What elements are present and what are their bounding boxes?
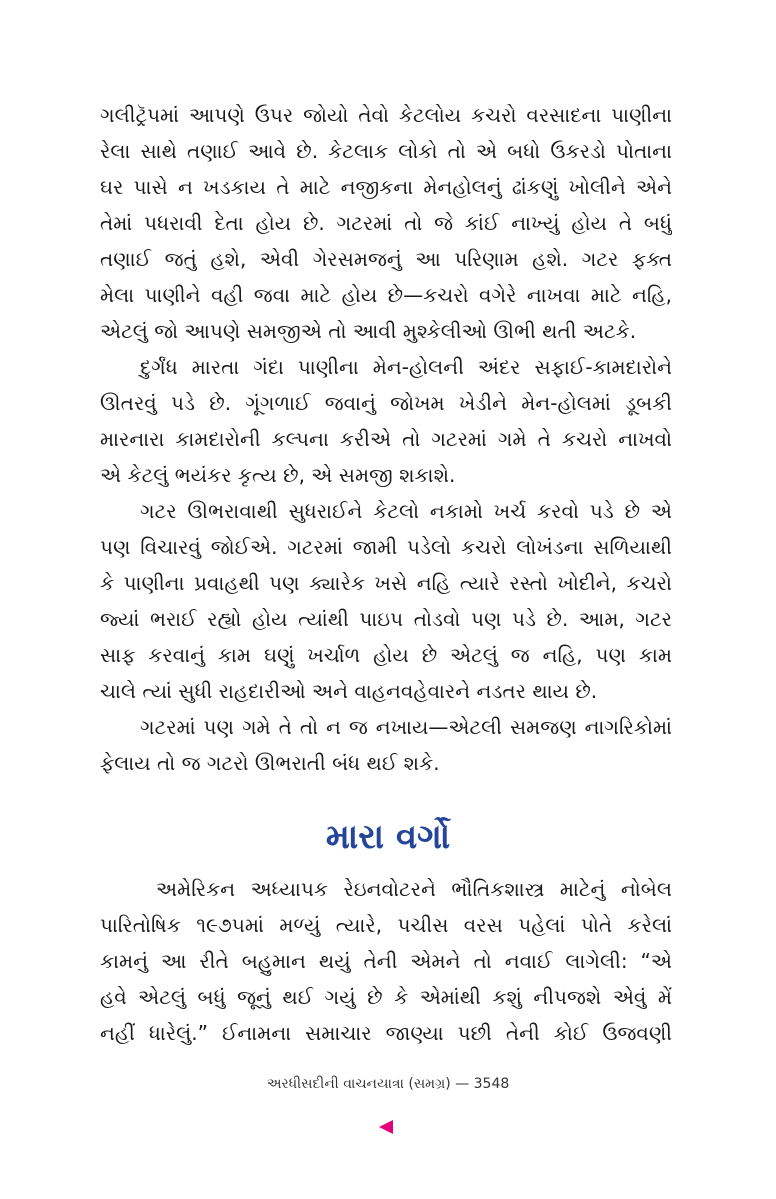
text-line: ગલીટ્રૅપમાં આપણે ઉપર જોયો તેવો કેટલોય કચરો વરસાદના પાણીના [100, 103, 672, 127]
text-line: ગટરમાં પણ ગમે તે તો ન જ નખાય—એટલી સમજણ નાગરિકોમાં [140, 715, 672, 739]
body-text [100, 97, 672, 781]
text-line: કામનું આ રીતે બહુમાન થયું તેની એમને તો નવાઈ લાગેલી: “એ [100, 949, 672, 973]
text-line: હવે એટલું બધું જૂનું થઈ ગયું છે કે એમાંથી કશું નીપજશે એવું મેં [100, 985, 672, 1009]
text-line: ઊતરવું પડે છે. ગૂંગળાઈ જવાનું જોખમ ખેડીને મેન-હોલમાં ડૂબકી [100, 391, 672, 415]
text-line: તેમાં પધરાવી દેતા હોય છે. ગટરમાં તો જે કાંઈ નાખ્યું હોય તે બધું [100, 211, 672, 235]
text-line: અમેરિકન અધ્યાપક રેઇનવોટરને ભૌતિકશાસ્ત્ર માટેનું નોબેલ [156, 877, 672, 901]
text-line: પારિતોષિક ૧૯૭૫માં મળ્યું ત્યારે, પચીસ વરસ પહેલાં પોતે કરેલાં [100, 913, 672, 937]
text-line: ચાલે ત્યાં સુધી રાહદારીઓ અને વાહનવહેવારને નડતર થાય છે. [100, 679, 598, 703]
page-footer: અરધીસદીની વાચનયાત્રા (સમગ્ર) — 3548 [266, 1076, 510, 1092]
text-line: મારનારા કામદારોની કલ્પના કરીએ તો ગટરમાં ગમે તે કચરો નાખવો [100, 427, 672, 451]
text-line: ફેલાય તો જ ગટરો ઊભરાતી બંધ થઈ શકે. [100, 751, 440, 775]
text-line: ગટર ઊભરાવાથી સુધરાઈને કેટલો નકામો ખર્ચ કરવો પડે છે એ [140, 499, 672, 523]
text-line: નહીં ધારેલું.” ઈનામના સમાચાર જાણ્યા પછી તેની કોઈ ઉજવણી [100, 1021, 672, 1045]
text-line: મેલા પાણીને વહી જવા માટે હોય છે—કચરો વગેરે નાખવા માટે નહિ, [100, 283, 672, 307]
text-line: કે પાણીના પ્રવાહથી પણ ક્યારેક ખસે નહિ ત્યારે રસ્તો ખોદીને, કચરો [100, 571, 672, 595]
text-line: પણ વિચારવું જોઈએ. ગટરમાં જામી પડેલો કચરો લોખંડના સળિયાથી [100, 535, 672, 559]
section-heading: મારા વર્ગો [325, 817, 451, 857]
text-line: ઘર પાસે ન ખડકાય તે માટે નજીકના મેનહોલનું ઢાંકણું ખોલીને એને [100, 175, 672, 199]
text-line: જ્યાં ભરાઈ રહ્યો હોય ત્યાંથી પાઇપ તોડવો પણ પડે છે. આમ, ગટર [100, 607, 672, 631]
section-body-text [100, 871, 672, 1051]
text-line: તણાઈ જતું હશે, એવી ગેરસમજનું આ પરિણામ હશે. ગટર ફક્ત [100, 247, 672, 271]
text-line: એ કેટલું ભયંકર કૃત્ય છે, એ સમજી શકાશે. [100, 463, 456, 487]
triangle-left-icon[interactable] [379, 1120, 393, 1134]
text-line: રેલા સાથે તણાઈ આવે છે. કેટલાક લોકો તો એ બધો ઉકરડો પોતાના [100, 139, 672, 163]
text-line: એટલું જો આપણે સમજીએ તો આવી મુશ્કેલીઓ ઊભી થતી અટકે. [100, 319, 637, 343]
text-line: સાફ કરવાનું કામ ઘણું ખર્ચાળ હોય છે એટલું જ નહિ, પણ કામ [100, 643, 672, 667]
text-line: દુર્ગંધ મારતા ગંદા પાણીના મેન-હોલની અંદર સફાઈ-કામદારોને [140, 355, 672, 379]
